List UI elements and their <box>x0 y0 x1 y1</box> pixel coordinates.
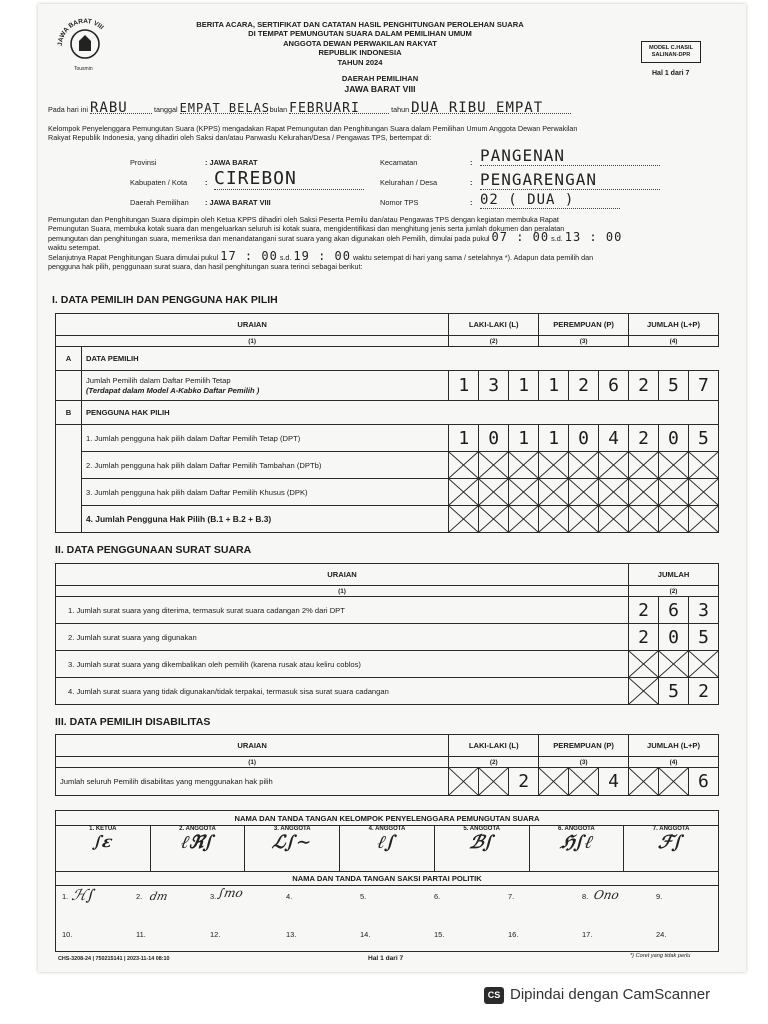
footer-note: *) Coret yang tidak perlu <box>630 953 691 959</box>
crossed-out-cell <box>659 479 689 506</box>
crossed-out-cell <box>629 768 659 796</box>
table-row-ss4: 4. Jumlah surat suara yang tidak digunakan/tidak terpakai, termasuk sisa surat suara cadangan 5 2 <box>56 678 719 705</box>
crossed-out-cell <box>689 651 719 678</box>
crossed-out-cell <box>569 768 599 796</box>
crossed-out-cell <box>569 452 599 479</box>
page-number: Hal 1 dari 7 <box>652 70 690 77</box>
footer-page: Hal 1 dari 7 <box>368 955 404 962</box>
crossed-out-cell <box>539 479 569 506</box>
crossed-out-cell <box>569 506 599 533</box>
crossed-out-cell <box>599 452 629 479</box>
camscanner-logo-icon: CS <box>484 987 504 1004</box>
crossed-out-cell <box>659 506 689 533</box>
signature-table: NAMA DAN TANDA TANGAN KELOMPOK PENYELENGGARA PEMUNGUTAN SUARA 1. KETUA ∫ε 2. ANGGOTA ℓℜ∫ 3. ANGGOTA ℒ∫∼ 4. ANGGOTA ℓ∫ 5. ANGGOTA ℬ∫ 6. ANGGOTA ℌ∫ℓ 7. ANGGOTA ℱ∫ NAMA DAN TANDA TANGAN SAKSI PARTAI POLITIK <box>55 810 719 886</box>
end-time: 13 : 00 <box>564 230 623 244</box>
crossed-out-cell <box>539 506 569 533</box>
crossed-out-cell <box>539 768 569 796</box>
provinsi-label: Provinsi <box>130 158 157 167</box>
logo-sub-text: Tousmin <box>74 66 93 72</box>
start-time: 07 : 00 <box>491 230 550 244</box>
section-3-title: III. DATA PEMILIH DISABILITAS <box>55 716 211 728</box>
crossed-out-cell <box>509 506 539 533</box>
daerah-pemilihan-heading: DAERAH PEMILIHAN JAWA BARAT VIII <box>341 74 419 94</box>
model-badge: MODEL C.HASIL SALINAN-DPR <box>641 41 701 63</box>
camscanner-watermark: CS Dipindai dengan CamScanner <box>484 986 710 1004</box>
daerah-value: : JAWA BARAT VIII <box>205 198 271 207</box>
signature-anggota-2: 2. ANGGOTA ℓℜ∫ <box>150 826 245 872</box>
count-start-time: 17 : 00 <box>220 249 278 263</box>
intro-paragraph: Kelompok Penyelenggara Pemungutan Suara (KPPS) mengadakan Rapat Pemungutan dan Penghitungan Suara dalam Pemilihan Umum Anggota Dewan Perwakilan Rakyat Republik Indonesia, yang dihadiri oleh Saksi dan/atau Panwaslu Kelurahan/Desa / Pengawas TPS, bertempat di: <box>48 124 578 142</box>
crossed-out-cell <box>479 452 509 479</box>
crossed-out-cell <box>629 479 659 506</box>
section-1-table: URAIAN LAKI-LAKI (L) PEREMPUAN (P) JUMLAH (L+P) (1) (2) (3) (4) A DATA PEMILIH Jumlah Pemilih dalam Daftar Pemilih Tetap (Terdapat dalam Model A-Kabko Daftar Pemilih ) 1 3 1 1 2 6 2 5 7 B PENGGUNA HAK PILIH 1. Jumlah pengguna hak pilih dalam Daftar Pemilih Tetap (DPT) 1 0 1 1 0 4 2 0 5 2. Jumlah pengguna hak pilih dalam Daftar Pemilih Tambahan (DPTb) 3. Jumlah pengguna hak pilih dalam Daftar Pemilih Khusus (DPK) 4. Jumlah Pengguna Hak Pilih (B.1 + B.2 + B.3) <box>55 313 719 533</box>
logo-arc-text: JAWA BARAT VIII <box>56 17 105 47</box>
section-2-title: II. DATA PENGGUNAAN SURAT SUARA <box>55 544 252 556</box>
table-row-ss2: 2. Jumlah surat suara yang digunakan 2 0 5 <box>56 624 719 651</box>
crossed-out-cell <box>569 479 599 506</box>
crossed-out-cell <box>629 452 659 479</box>
section-3-table: URAIAN LAKI-LAKI (L) PEREMPUAN (P) JUMLAH (L+P) (1) (2) (3) (4) Jumlah seluruh Pemilih disabilitas yang menggunakan hak pilih 2 4 6 <box>55 734 719 796</box>
table-row-ss3: 3. Jumlah surat suara yang dikembalikan oleh pemilih (karena rusak atau keliru coblos) <box>56 651 719 678</box>
crossed-out-cell <box>479 479 509 506</box>
crossed-out-cell <box>688 452 718 479</box>
table-row-b2: 2. Jumlah pengguna hak pilih dalam Daftar Pemilih Tambahan (DPTb) <box>56 452 719 479</box>
kelurahan-label: Kelurahan / Desa <box>380 178 438 187</box>
provinsi-value: : JAWA BARAT <box>205 158 258 167</box>
signature-anggota-3: 3. ANGGOTA ℒ∫∼ <box>245 826 340 872</box>
section-1-title: I. DATA PEMILIH DAN PENGGUNA HAK PILIH <box>52 294 278 306</box>
procedure-paragraph: Pemungutan dan Penghitungan Suara dipimpin oleh Ketua KPPS dihadiri oleh Saksi Peserta Pemilu dan/atau Pengawas TPS dengan kegiatan membuka Rapat Pemungutan Suara, membuka kotak suara dan mengeluarkan seluruh isi kotak suara, mengidentifikasi dan menghitung jenis serta jumlah dokumen dan peralatan pemungutan dan penghitungan suara, memeriksa dan menandatangani surat suara yang akan digunakan oleh Pemilih, dimulai pada pukul 07 : 00 s.d. 13 : 00 waktu setempat. Selanjutnya Rapat Penghitungan Suara dimulai pukul 17 : 00 s.d. 19 : 00 waktu setempat di hari yang sama / setelahnya *). Adapun data pemilih dan pengguna hak pilih, penggunaan surat suara, dan hasil penghitungan suara terinci sebagai berikut: <box>48 215 623 271</box>
table-row-disabilitas: Jumlah seluruh Pemilih disabilitas yang menggunakan hak pilih 2 4 6 <box>56 768 719 796</box>
crossed-out-cell <box>659 452 689 479</box>
crossed-out-cell <box>539 452 569 479</box>
signature-ketua: 1. KETUA ∫ε <box>56 826 151 872</box>
crossed-out-cell <box>479 506 509 533</box>
crossed-out-cell <box>449 506 479 533</box>
crossed-out-cell <box>449 479 479 506</box>
crossed-out-cell <box>659 651 689 678</box>
crossed-out-cell <box>479 768 509 796</box>
table-row-dpt: Jumlah Pemilih dalam Daftar Pemilih Tetap (Terdapat dalam Model A-Kabko Daftar Pemilih ) 1 3 1 1 2 6 2 5 7 <box>56 371 719 401</box>
kelurahan-value: PENGARENGAN <box>480 170 660 190</box>
hari-field: RABU <box>90 104 152 114</box>
table-row-b1: 1. Jumlah pengguna hak pilih dalam Daftar Pemilih Tetap (DPT) 1 0 1 1 0 4 2 0 5 <box>56 425 719 452</box>
crossed-out-cell <box>659 768 689 796</box>
table-row-ss1: 1. Jumlah surat suara yang diterima, termasuk surat suara cadangan 2% dari DPT 2 6 3 <box>56 597 719 624</box>
form-code: CHS-3208-24 | 750215141 | 2023-11-14 08:10 <box>58 956 170 962</box>
count-end-time: 19 : 00 <box>293 249 351 263</box>
tahun-field: DUA RIBU EMPAT <box>411 104 571 114</box>
table-row-b3: 3. Jumlah pengguna hak pilih dalam Daftar Pemilih Khusus (DPK) <box>56 479 719 506</box>
kabupaten-label: Kabupaten / Kota <box>130 178 188 187</box>
crossed-out-cell <box>599 479 629 506</box>
crossed-out-cell <box>688 506 718 533</box>
crossed-out-cell <box>629 651 659 678</box>
crossed-out-cell <box>509 479 539 506</box>
kpu-logo-icon <box>50 8 120 78</box>
crossed-out-cell <box>629 506 659 533</box>
tps-label: Nomor TPS <box>380 198 419 207</box>
crossed-out-cell <box>599 506 629 533</box>
signature-anggota-7: 7. ANGGOTA ℱ∫ <box>624 826 719 872</box>
bulan-field: FEBRUARI <box>289 104 389 114</box>
document-title: BERITA ACARA, SERTIFIKAT DAN CATATAN HASIL PENGHITUNGAN PEROLEHAN SUARA DI TEMPAT PEMUNGUTAN SUARA DALAM PEMILIHAN UMUM ANGGOTA DEWAN PERWAKILAN RAKYAT REPUBLIK INDONESIA TAHUN 2024 <box>196 20 524 67</box>
tps-value: 02 ( DUA ) <box>480 192 620 209</box>
kecamatan-value: PANGENAN <box>480 146 660 166</box>
crossed-out-cell <box>629 678 659 705</box>
section-2-table: URAIAN JUMLAH (1) (2) 1. Jumlah surat suara yang diterima, termasuk surat suara cadangan 2% dari DPT 2 6 3 2. Jumlah surat suara yang digunakan 2 0 5 3. Jumlah surat suara yang dikembalikan oleh pemilih (karena rusak atau keliru coblos) 4. Jumlah surat suara yang tidak digunakan/tidak terpakai, termasuk sisa surat suara cadangan 5 2 <box>55 563 719 705</box>
crossed-out-cell <box>688 479 718 506</box>
kecamatan-label: Kecamatan <box>380 158 418 167</box>
signature-anggota-4: 4. ANGGOTA ℓ∫ <box>340 826 435 872</box>
crossed-out-cell <box>509 452 539 479</box>
crossed-out-cell <box>449 452 479 479</box>
daerah-label: Daerah Pemilihan <box>130 198 189 207</box>
signature-anggota-6: 6. ANGGOTA ℌ∫ℓ <box>529 826 624 872</box>
signature-anggota-5: 5. ANGGOTA ℬ∫ <box>434 826 529 872</box>
crossed-out-cell <box>449 768 479 796</box>
kabupaten-value: CIREBON <box>214 168 364 190</box>
date-line: Pada hari ini RABU tanggal EMPAT BELAS bulan FEBRUARI tahun DUA RIBU EMPAT <box>48 104 738 114</box>
table-row-b4: 4. Jumlah Pengguna Hak Pilih (B.1 + B.2 + B.3) <box>56 506 719 533</box>
tanggal-field: EMPAT BELAS <box>179 101 271 115</box>
